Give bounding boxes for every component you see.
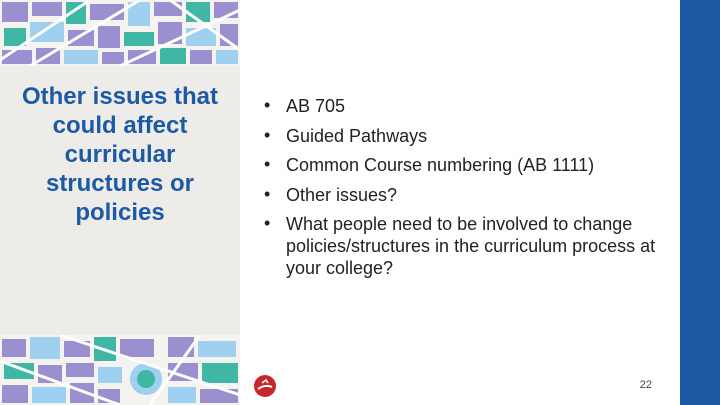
map-pattern-bottom <box>0 335 240 405</box>
academic-senate-logo-icon <box>254 375 276 397</box>
bullet-item: • AB 705 <box>256 92 656 122</box>
bullet-item: • What people need to be involved to change policies/structures in the curriculum process at your college? <box>256 210 656 279</box>
bullet-item: • Other issues? <box>256 181 656 211</box>
bullet-item: • Common Course numbering (AB 1111) <box>256 151 656 181</box>
map-pattern-top <box>0 0 240 66</box>
sidebar-title: Other issues that could affect curricular structures or policies <box>21 83 219 226</box>
right-accent-bar <box>680 0 720 405</box>
page-number: 22 <box>639 379 652 391</box>
bullet-list <box>256 92 656 279</box>
left-panel <box>0 0 240 405</box>
bullet-item: • Guided Pathways <box>256 122 656 152</box>
